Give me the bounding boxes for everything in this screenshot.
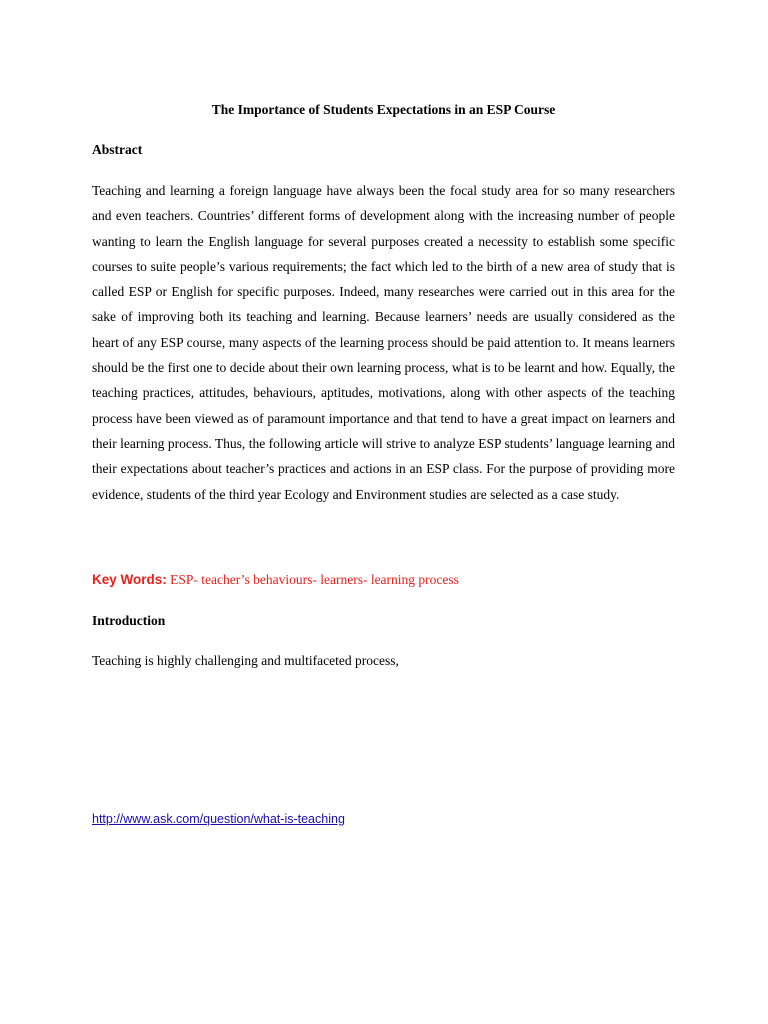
abstract-heading: Abstract (92, 142, 143, 157)
keywords-line (92, 570, 459, 590)
keywords-label: Key Words: (92, 572, 167, 587)
document-title: The Importance of Students Expectations in an ESP Course (211, 102, 556, 117)
introduction-heading: Introduction (92, 613, 166, 628)
abstract-paragraph: Teaching and learning a foreign language have always been the focal study area for so many researchers and even teachers. Countries’ different forms of development along with the increasing number of people wanting to learn the English language for several purposes created a necessity to establish some specific courses to suite people’s various requirements; the fact which led to the birth of a new area of study that is called ESP or English for specific purposes. Indeed, many researches were carried out in this area for the sake of improving both its teaching and learning. Because learners’ needs are usually considered as the heart of any ESP course, many aspects of the learning process should be paid attention to. It means learners should be the first one to decide about their own learning process, what is to be learnt and how. Equally, the teaching practices, attitudes, behaviours, aptitudes, motivations, along with other aspects of the teaching process have been viewed as of paramount importance and that tend to have a great impact on learners and their learning process. Thus, the following article will strive to analyze ESP students’ language learning and their expectations about teacher’s practices and actions in an ESP class. For the purpose of providing more evidence, students of the third year Ecology and Environment studies are selected as a case study. (92, 183, 675, 502)
footnote-link[interactable]: http://www.ask.com/question/what-is-teaching (92, 812, 345, 826)
introduction-paragraph: Teaching is highly challenging and multifaceted process, (92, 653, 399, 668)
keywords-text: ESP- teacher’s behaviours- learners- learning process (166, 572, 459, 587)
